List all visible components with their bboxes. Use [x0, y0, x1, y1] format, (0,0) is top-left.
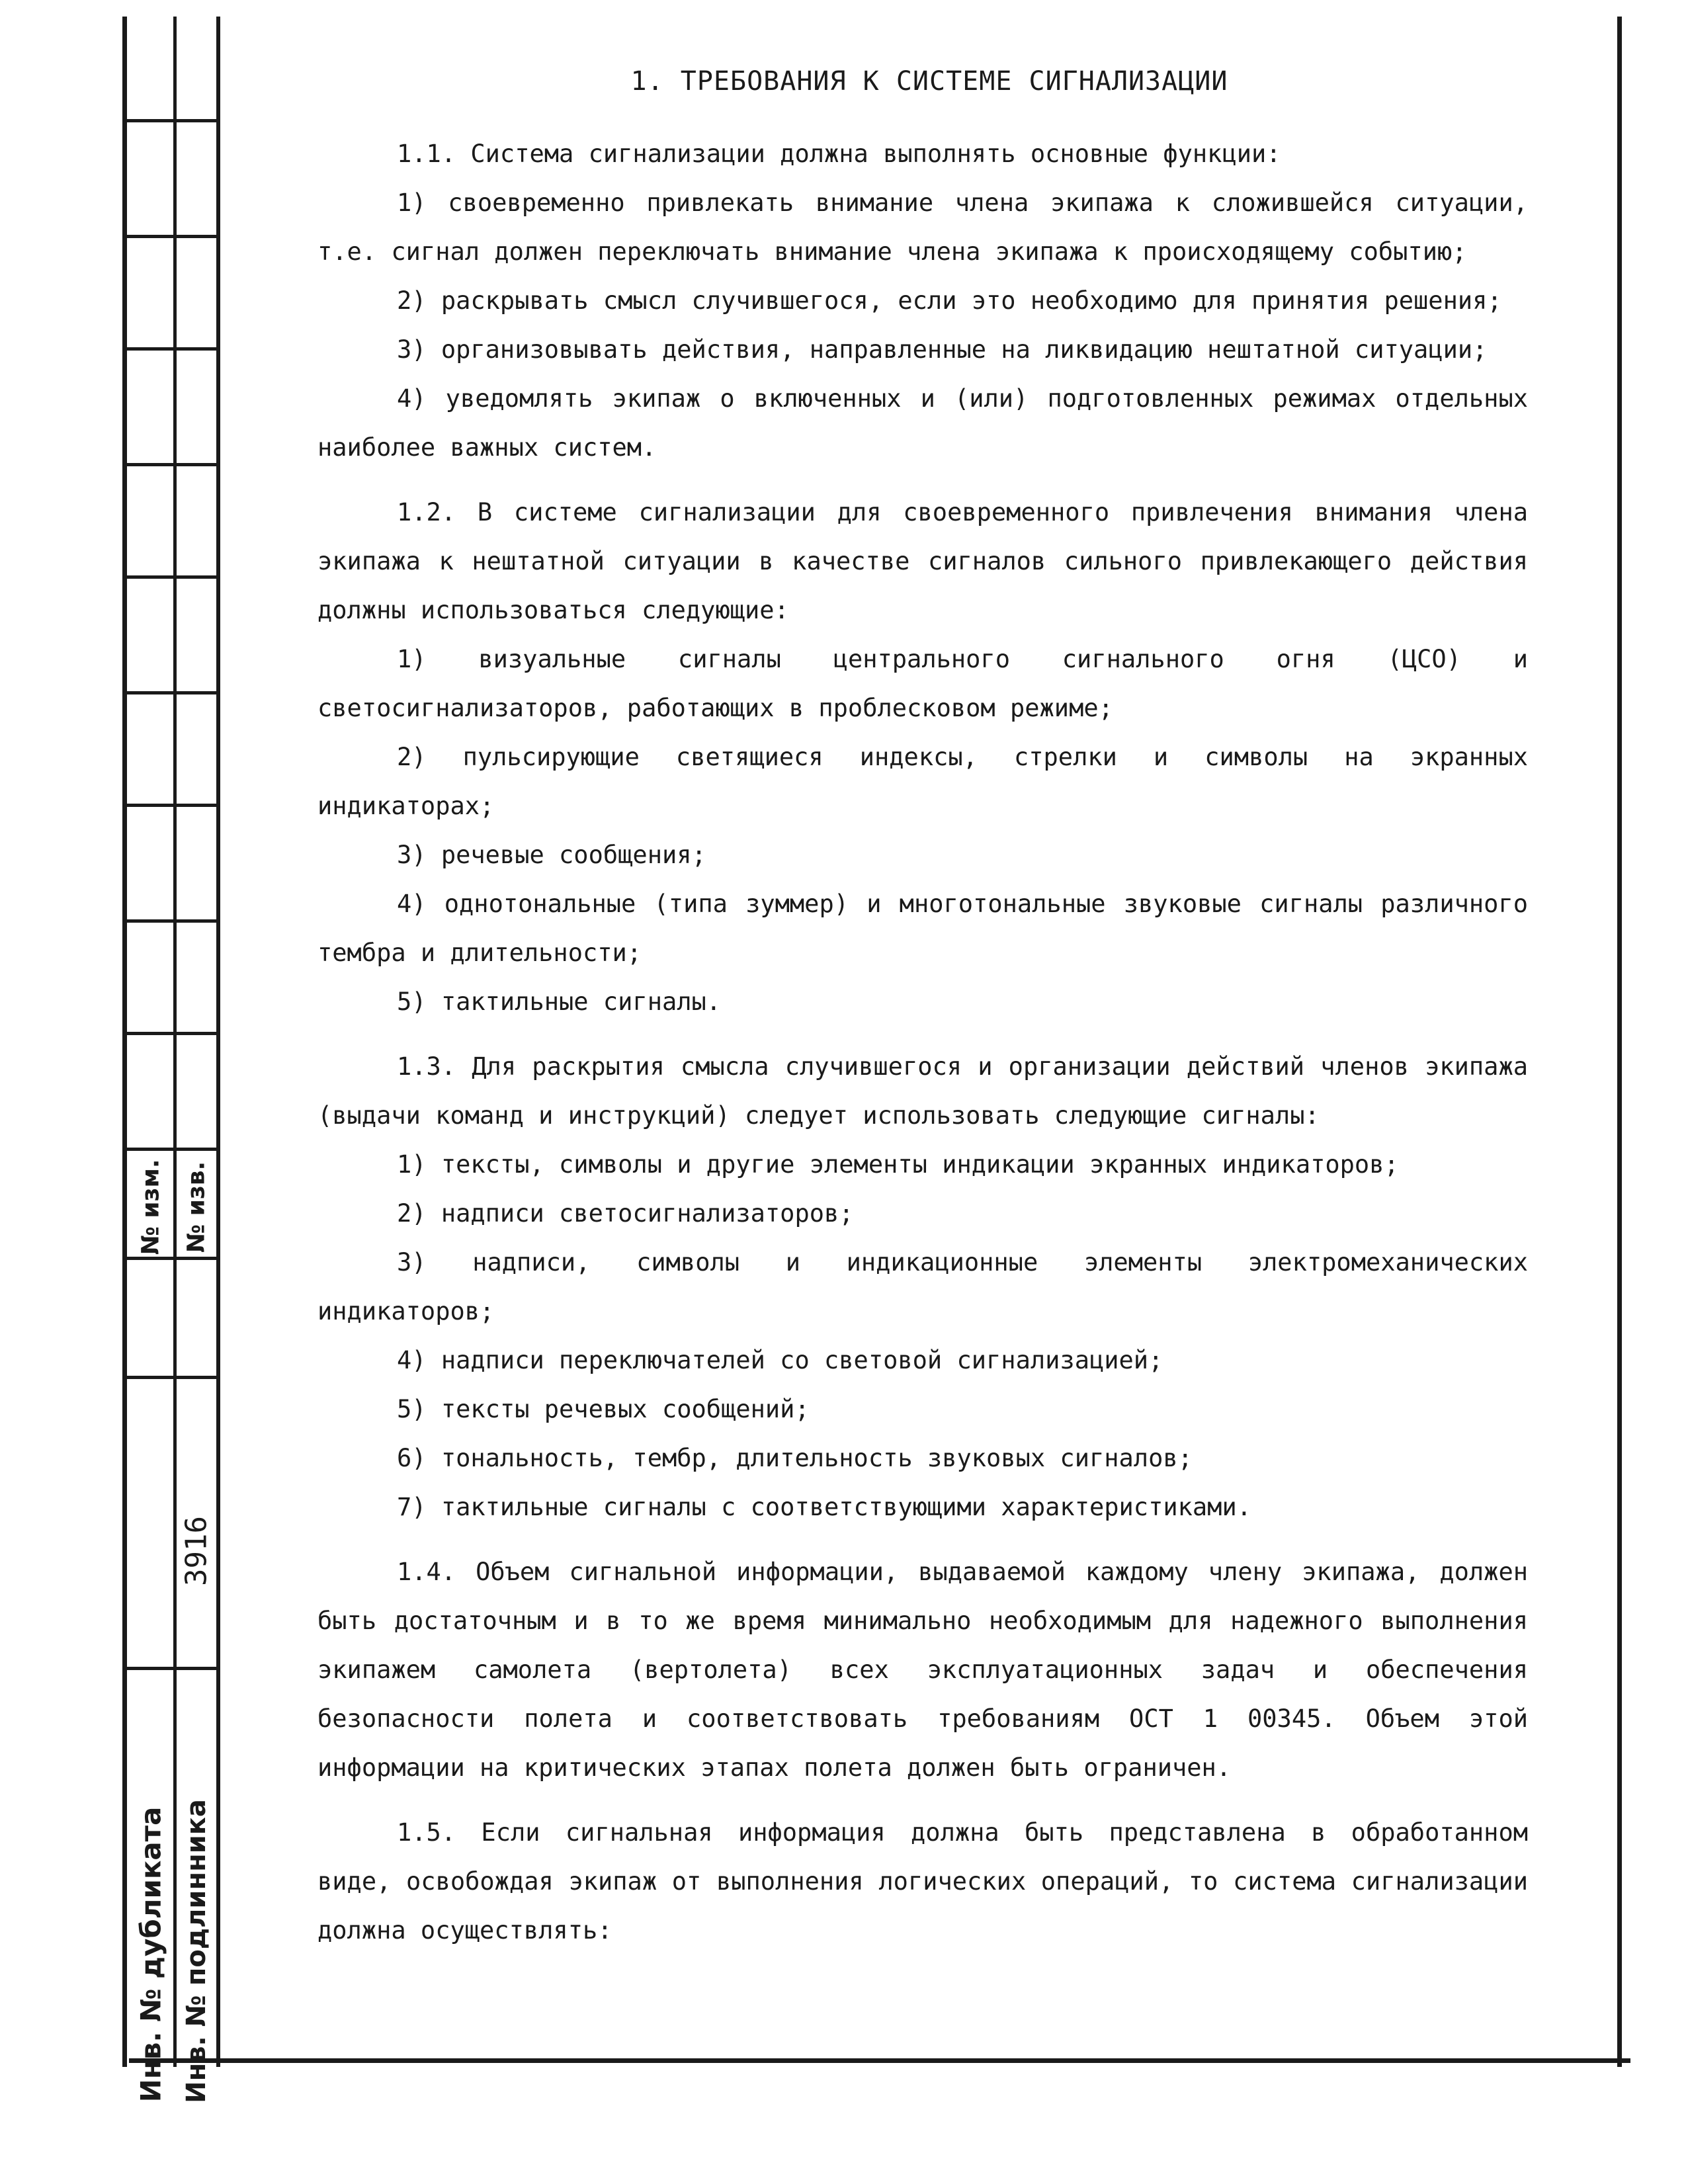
notice-number-label: № изв. — [183, 1161, 210, 1253]
clause-1-2-item: 5) тактильные сигналы. — [397, 987, 722, 1016]
clause-1-5: 1.5. Если сигнальная информация должна быть представлена в обработанном виде, освобождая экипаж от выполнения логических операций, то система сигнализации должна осуществлять: — [317, 1818, 1528, 1945]
clause-1-3-intro: 1.3. Для раскрытия смысла случившегося и организации действий членов экипажа (выдачи команд и инструкций) следует использовать следующие сигналы: — [317, 1052, 1528, 1130]
section-title: 1. ТРЕБОВАНИЯ К СИСТЕМЕ СИГНАЛИЗАЦИИ — [630, 66, 1228, 97]
frame-bottom-border — [129, 2058, 1630, 2063]
clause-1-3-item: 7) тактильные сигналы с соответствующими характеристиками. — [397, 1493, 1252, 1521]
clause-1-3-item: 3) надписи, символы и индикационные элементы электромеханических индикаторов; — [317, 1248, 1528, 1325]
frame-left-border — [122, 17, 127, 2067]
margin-cell-divider — [126, 1148, 220, 1151]
clause-1-1-item: 4) уведомлять экипаж о включенных и (или) подготовленных режимах отдельных наиболее важных систем. — [317, 384, 1528, 462]
margin-cell-divider — [126, 804, 220, 807]
margin-cell-divider — [126, 1032, 220, 1035]
margin-cell-divider — [126, 691, 220, 694]
clause-1-3-item: 2) надписи светосигнализаторов; — [397, 1199, 854, 1228]
margin-cell-divider — [126, 347, 220, 351]
margin-cell-divider — [126, 235, 220, 238]
clause-1-2-item: 3) речевые сообщения; — [397, 841, 706, 869]
duplicate-inventory-label: Инв. № дубликата — [134, 1806, 167, 2103]
margin-cell-divider — [126, 1667, 220, 1670]
margin-strip-divider — [173, 17, 177, 2067]
clause-1-3-item: 1) тексты, символы и другие элементы индикации экранных индикаторов; — [397, 1150, 1399, 1179]
margin-cell-divider — [126, 1376, 220, 1379]
clause-1-1-item: 1) своевременно привлекать внимание члена экипажа к сложившейся ситуации, т.е. сигнал должен переключать внимание члена экипажа к происходящему событию; — [317, 189, 1528, 266]
document-body — [317, 66, 1528, 1955]
clause-1-1-item: 2) раскрывать смысл случившегося, если это необходимо для принятия решения; — [397, 286, 1502, 315]
clause-1-3-item: 5) тексты речевых сообщений; — [397, 1395, 810, 1423]
margin-cell-divider — [126, 1257, 220, 1260]
original-inventory-label: Инв. № подлинника — [181, 1799, 212, 2103]
clause-1-2-item: 4) однотональные (типа зуммер) и многотональные звуковые сигналы различного тембра и длительности; — [317, 890, 1528, 967]
clause-1-1-item: 3) организовывать действия, направленные на ликвидацию нештатной ситуации; — [397, 335, 1488, 364]
margin-cell-divider — [126, 919, 220, 923]
change-number-label: № изм. — [137, 1159, 165, 1255]
clause-1-1-intro: 1.1. Система сигнализации должна выполнять основные функции: — [397, 140, 1281, 168]
frame-right-border — [1617, 17, 1622, 2067]
original-inventory-number: 3916 — [179, 1516, 214, 1586]
clause-1-3-item: 4) надписи переключателей со световой сигнализацией; — [397, 1346, 1163, 1374]
clause-1-2-item: 1) визуальные сигналы центрального сигнального огня (ЦСО) и светосигнализаторов, работающих в проблесковом режиме; — [317, 645, 1528, 722]
margin-cell-divider — [126, 119, 220, 122]
margin-cell-divider — [126, 463, 220, 466]
clause-1-2-item: 2) пульсирующие светящиеся индексы, стрелки и символы на экранных индикаторах; — [317, 743, 1528, 820]
clause-1-3-item: 6) тональность, тембр, длительность звуковых сигналов; — [397, 1444, 1193, 1472]
clause-1-4: 1.4. Объем сигнальной информации, выдаваемой каждому члену экипажа, должен быть достаточным и в то же время минимально необходимым для надежного выполнения экипажем самолета (вертолета) всех эксплуатационных задач и обеспечения безопасности полета и соответствовать требованиям ОСТ 1 00345. Объем этой информации на критических этапах полета должен быть ограничен. — [317, 1558, 1528, 1782]
margin-strip-inner-border — [216, 17, 220, 2067]
clause-1-2-intro: 1.2. В системе сигнализации для своевременного привлечения внимания члена экипажа к нештатной ситуации в качестве сигналов сильного привлекающего действия должны использоваться следующие: — [317, 498, 1528, 624]
margin-cell-divider — [126, 575, 220, 579]
